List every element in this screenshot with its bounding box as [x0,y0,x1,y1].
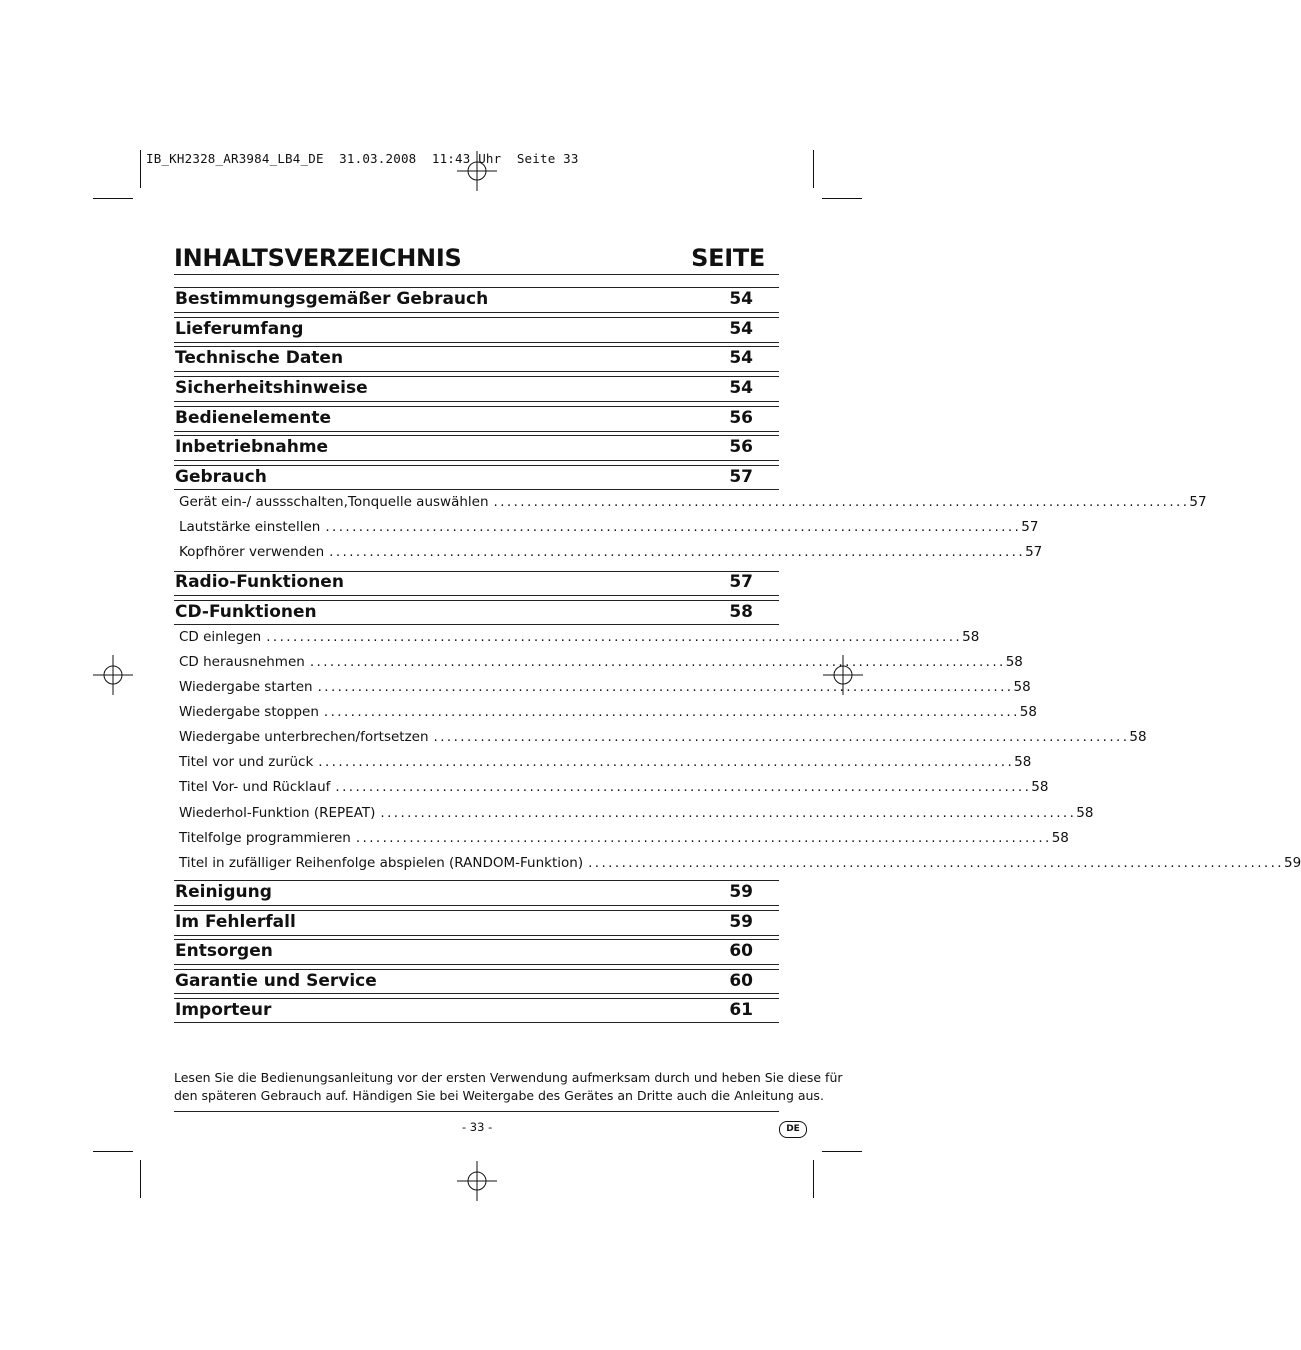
toc-subitem-title: Wiederhol-Funktion (REPEAT) [179,805,376,821]
toc-section-page: 59 [729,882,753,902]
page-title: INHALTSVERZEICHNIS [174,244,462,272]
divider [174,880,779,881]
toc-leader-dots: ........................................................................................................ [325,519,1022,535]
toc-leader-dots: ........................................................................................................ [329,544,1026,560]
toc-subitem-title: Lautstärke einstellen [179,519,321,535]
toc-subitem-page: 59 [1284,855,1301,871]
toc-subitem[interactable] [179,679,1031,697]
toc-section[interactable] [174,971,779,995]
divider [174,998,779,999]
toc-leader-dots: ........................................................................................................ [355,830,1052,846]
crop-mark [813,150,814,188]
toc-section[interactable] [174,941,779,965]
toc-section[interactable] [174,289,779,313]
toc-subitem-page: 57 [1021,519,1039,535]
toc-section-title: Garantie und Service [175,971,377,991]
toc-section-title: Technische Daten [175,348,344,368]
toc-section-page: 60 [729,941,753,961]
toc-subitem-page: 58 [1013,679,1031,695]
divider [174,431,779,432]
divider [174,435,779,436]
toc-leader-dots: ........................................................................................................ [493,494,1190,510]
divider [174,460,779,461]
toc-leader-dots: ........................................................................................................ [318,754,1015,770]
toc-section[interactable] [174,437,779,461]
divider [174,993,779,994]
toc-section-title: Radio-Funktionen [175,572,344,592]
divider [174,969,779,970]
footer-rule [174,1111,779,1112]
toc-section-title: Reinigung [175,882,272,902]
toc-leader-dots: ........................................................................................................ [335,779,1032,795]
toc-section-page: 60 [729,971,753,991]
toc-subitem-title: Wiedergabe unterbrechen/fortsetzen [179,729,429,745]
toc-subitem[interactable] [179,629,980,647]
toc-subitem-title: Gerät ein-/ aussschalten,Tonquelle auswählen [179,494,489,510]
toc-subitem[interactable] [179,805,1094,823]
toc-subitem-title: Titel in zufälliger Reihenfolge abspielen (RANDOM-Funktion) [179,855,584,871]
toc-subitem-title: CD herausnehmen [179,654,305,670]
toc-subitem[interactable] [179,654,1023,672]
divider [174,1022,779,1023]
toc-subitem[interactable] [179,830,1069,848]
toc-subitem-title: Titel vor und zurück [179,754,314,770]
divider [174,910,779,911]
toc-subitem-page: 58 [1031,779,1049,795]
toc-section[interactable] [174,1000,779,1024]
registration-mark-icon [93,655,133,695]
toc-section[interactable] [174,467,779,491]
toc-section-page: 54 [729,289,753,309]
divider [174,317,779,318]
toc-section-page: 54 [729,378,753,398]
language-badge: DE [779,1121,807,1138]
toc-section-title: Bedienelemente [175,408,332,428]
divider [174,905,779,906]
toc-leader-dots: ........................................................................................................ [317,679,1014,695]
divider [174,342,779,343]
toc-section-title: Sicherheitshinweise [175,378,368,398]
crop-mark [93,1151,133,1152]
toc-subitem-page: 57 [1025,544,1043,560]
page-column-label: SEITE [691,244,765,272]
registration-mark-icon [457,1161,497,1201]
toc-section-title: Inbetriebnahme [175,437,329,457]
toc-section-title: Im Fehlerfall [175,912,296,932]
toc-leader-dots: ........................................................................................................ [433,729,1130,745]
divider [174,595,779,596]
toc-section[interactable] [174,348,779,372]
toc-subitem[interactable] [179,704,1037,722]
divider [174,401,779,402]
toc-section-title: Importeur [175,1000,272,1020]
toc-section[interactable] [174,378,779,402]
toc-section-title: Bestimmungsgemäßer Gebrauch [175,289,489,309]
toc-subitem-page: 58 [1019,704,1037,720]
toc-section-page: 61 [729,1000,753,1020]
toc-section-page: 56 [729,437,753,457]
divider [174,624,779,625]
toc-subitem[interactable] [179,544,1043,562]
toc-section-page: 57 [729,572,753,592]
toc-section-title: CD-Funktionen [175,602,317,622]
toc-section-page: 59 [729,912,753,932]
usage-note-line: Lesen Sie die Bedienungsanleitung vor der ersten Verwendung aufmerksam durch und heben Sie diese für [174,1070,843,1085]
toc-section[interactable] [174,912,779,936]
toc-subitem-title: Titel Vor- und Rücklauf [179,779,331,795]
toc-section[interactable] [174,882,779,906]
divider [174,489,779,490]
toc-subitem[interactable] [179,855,1301,873]
toc-subitem-title: Wiedergabe stoppen [179,704,319,720]
usage-note-line: den späteren Gebrauch auf. Händigen Sie bei Weitergabe des Gerätes an Dritte auch die Anleitung aus. [174,1088,824,1103]
toc-section-page: 58 [729,602,753,622]
toc-section[interactable] [174,408,779,432]
toc-leader-dots: ........................................................................................................ [588,855,1284,871]
crop-mark [140,1160,141,1198]
print-slug: IB_KH2328_AR3984_LB4_DE 31.03.2008 11:43 Uhr Seite 33 [146,151,579,166]
toc-subitem-page: 58 [962,629,980,645]
toc-subitem-page: 58 [1014,754,1032,770]
toc-subitem-title: Kopfhörer verwenden [179,544,325,560]
toc-leader-dots: ........................................................................................................ [323,704,1020,720]
toc-section-page: 56 [729,408,753,428]
toc-leader-dots: ........................................................................................................ [266,629,963,645]
toc-leader-dots: ........................................................................................................ [380,805,1077,821]
heading-rule [174,274,779,275]
toc-section-title: Gebrauch [175,467,267,487]
toc-subitem[interactable] [179,779,1049,797]
divider [174,600,779,601]
toc-subitem-title: CD einlegen [179,629,262,645]
crop-mark [822,198,862,199]
divider [174,939,779,940]
toc-subitem-page: 58 [1076,805,1094,821]
toc-section-title: Lieferumfang [175,319,304,339]
divider [174,406,779,407]
toc-section[interactable] [174,602,779,626]
divider [174,935,779,936]
toc-subitem-page: 58 [1005,654,1023,670]
toc-subitem-title: Wiedergabe starten [179,679,313,695]
crop-mark [140,150,141,188]
toc-subitem-title: Titelfolge programmieren [179,830,351,846]
toc-subitem-page: 57 [1189,494,1207,510]
crop-mark [813,1160,814,1198]
toc-section-page: 57 [729,467,753,487]
divider [174,376,779,377]
page-number: - 33 - [462,1120,493,1134]
toc-section-page: 54 [729,319,753,339]
divider [174,346,779,347]
toc-leader-dots: ........................................................................................................ [309,654,1006,670]
divider [174,964,779,965]
toc-section-page: 54 [729,348,753,368]
toc-section[interactable] [174,319,779,343]
toc-subitem-page: 58 [1051,830,1069,846]
toc-subitem[interactable] [179,494,1207,512]
crop-mark [93,198,133,199]
toc-section[interactable] [174,572,779,596]
divider [174,287,779,288]
toc-subitem[interactable] [179,754,1032,772]
toc-section-title: Entsorgen [175,941,273,961]
toc-subitem[interactable] [179,519,1039,537]
divider [174,465,779,466]
divider [174,312,779,313]
toc-subitem-page: 58 [1129,729,1147,745]
crop-mark [822,1151,862,1152]
divider [174,371,779,372]
toc-subitem[interactable] [179,729,1147,747]
